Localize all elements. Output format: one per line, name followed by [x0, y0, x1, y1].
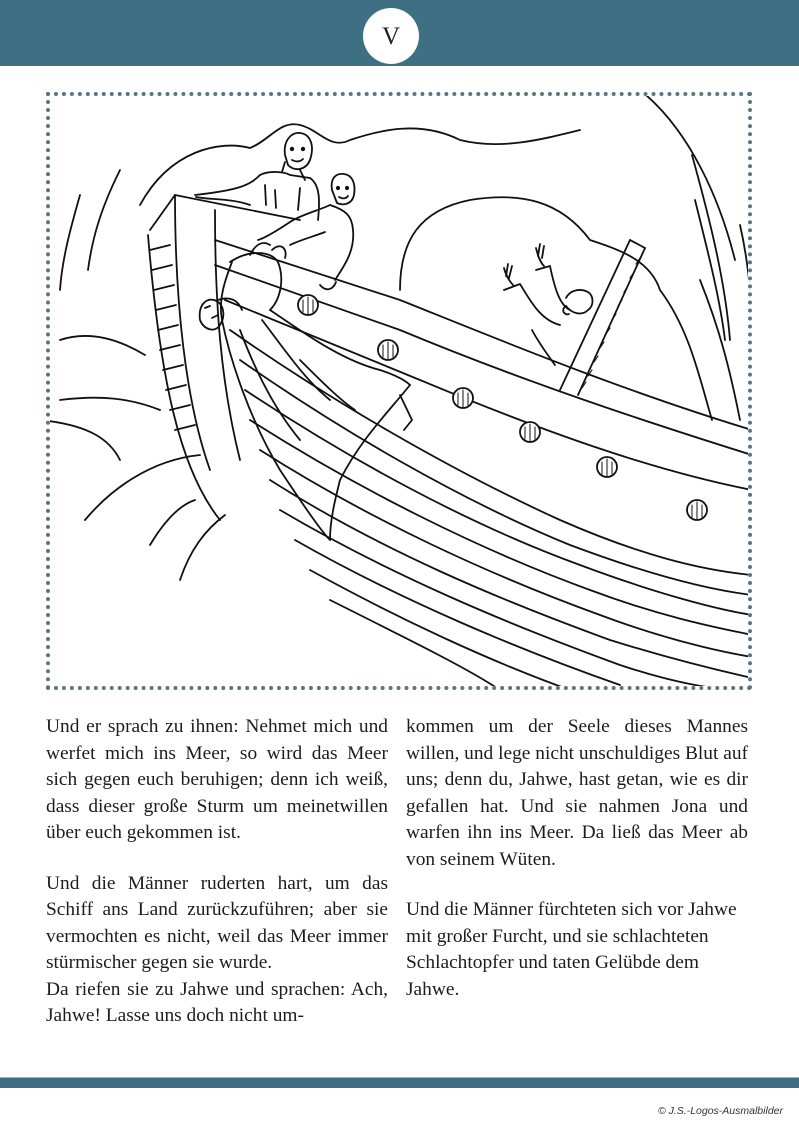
- page-number: V: [381, 23, 401, 50]
- paragraph: Und er sprach zu ihnen: Nehmet mich und werfet mich ins Meer, so wird das Meer sich gegen euch beruhigen; denn ich weiß, dass dieser große Sturm um meinetwillen über euch gekommen ist.: [46, 716, 388, 843]
- sailor-bald: [258, 174, 355, 289]
- paragraph: Und die Männer ruderten hart, um das Schiff ans Land zurückzuführen; aber sie vermochten es nicht, weil das Meer immer stürmischer gegen sie wurde.: [46, 872, 388, 973]
- ship-bow: [148, 235, 220, 520]
- ship-rail: [215, 240, 752, 430]
- footer-band: [0, 1077, 799, 1088]
- page-number-badge: [363, 8, 419, 64]
- header-band: [0, 0, 799, 66]
- text-column-right: [406, 714, 748, 1003]
- mast: [560, 240, 630, 390]
- sailor-standing: [195, 133, 319, 220]
- copyright-notice: © J.S.-Logos-Ausmalbilder: [657, 1105, 783, 1117]
- text-column-left: [46, 714, 388, 1030]
- paragraph: kommen um der Seele dieses Mannes willen, und lege nicht unschuldiges Blut auf uns; denn du, Jahwe, hast getan, wie es dir gefallen hat. Und sie nahmen Jona und warfen ihn ins Meer. Da ließ das Meer ab von seinem Wüten.: [406, 716, 748, 870]
- illustration-frame: [46, 92, 752, 690]
- right-wave: [400, 197, 712, 420]
- portholes: [298, 295, 707, 520]
- ship-storm-illustration: [46, 92, 752, 690]
- paragraph: Und die Männer fürchteten sich vor Jahwe mit großer Furcht, und sie schlachteten Schlachtopfer und taten Gelübde dem Jahwe.: [406, 899, 737, 1000]
- paragraph: Da riefen sie zu Jahwe und sprachen: Ach, Jahwe! Lasse uns doch nicht um-: [46, 978, 388, 1026]
